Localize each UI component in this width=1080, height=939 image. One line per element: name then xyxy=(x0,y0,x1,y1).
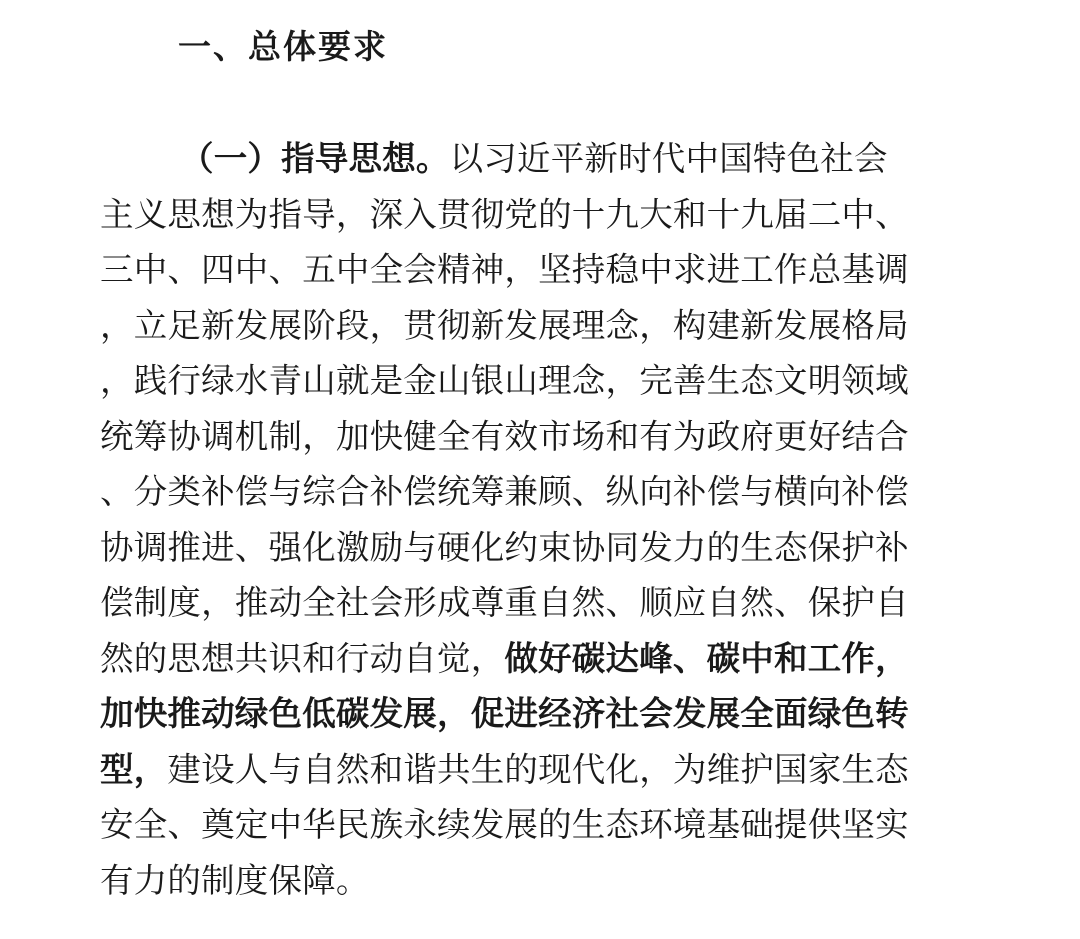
paragraph-line xyxy=(100,631,909,687)
text-run: 、分类补偿与综合补偿统筹兼顾、纵向补偿与横向补偿 xyxy=(100,472,909,511)
text-run: 有力的制度保障。 xyxy=(100,860,370,900)
text-run: ，践行绿水青山就是金山银山理念，完善生态文明领域 xyxy=(100,361,909,400)
text-run: 协调推进、强化激励与硬化约束协同发力的生态保护补 xyxy=(100,527,909,567)
emphasis-text: 加快推动绿色低碳发展，促进经济社会发展全面绿色转 xyxy=(100,694,909,733)
paragraph-line xyxy=(100,686,909,742)
text-run: 然的思想共识和行动自觉， xyxy=(100,638,505,678)
paragraph-line xyxy=(100,353,909,409)
text-run: 三中、四中、五中全会精神，坚持稳中求进工作总基调 xyxy=(100,250,909,289)
subsection-title: （一）指导思想。 xyxy=(180,139,450,178)
paragraph-line xyxy=(100,409,909,465)
paragraph-line xyxy=(100,575,909,631)
paragraph-line xyxy=(100,242,909,298)
paragraph-line xyxy=(100,464,909,520)
text-run: 主义思想为指导，深入贯彻党的十九大和十九届二中、 xyxy=(100,194,909,234)
paragraph-line xyxy=(100,520,909,576)
text-run: 安全、奠定中华民族永续发展的生态环境基础提供坚实 xyxy=(100,805,909,844)
text-run: ，立足新发展阶段，贯彻新发展理念，构建新发展格局 xyxy=(100,305,909,345)
guiding-ideology-paragraph xyxy=(100,131,909,908)
emphasis-text: 型， xyxy=(100,749,168,789)
paragraph-line xyxy=(100,187,909,243)
paragraph-line xyxy=(100,131,909,187)
paragraph-line xyxy=(100,853,909,909)
text-run: 建设人与自然和谐共生的现代化，为维护国家生态 xyxy=(167,749,909,789)
text-run: 以习近平新时代中国特色社会 xyxy=(449,139,888,178)
paragraph-line xyxy=(100,298,909,354)
section-heading: 一、总体要求 xyxy=(178,27,388,66)
text-run: 偿制度，推动全社会形成尊重自然、顺应自然、保护自 xyxy=(100,583,909,622)
emphasis-text: 做好碳达峰、碳中和工作， xyxy=(504,638,909,678)
text-run: 统筹协调机制，加快健全有效市场和有为政府更好结合 xyxy=(100,416,909,456)
paragraph-line xyxy=(100,742,909,798)
paragraph-line xyxy=(100,797,909,853)
